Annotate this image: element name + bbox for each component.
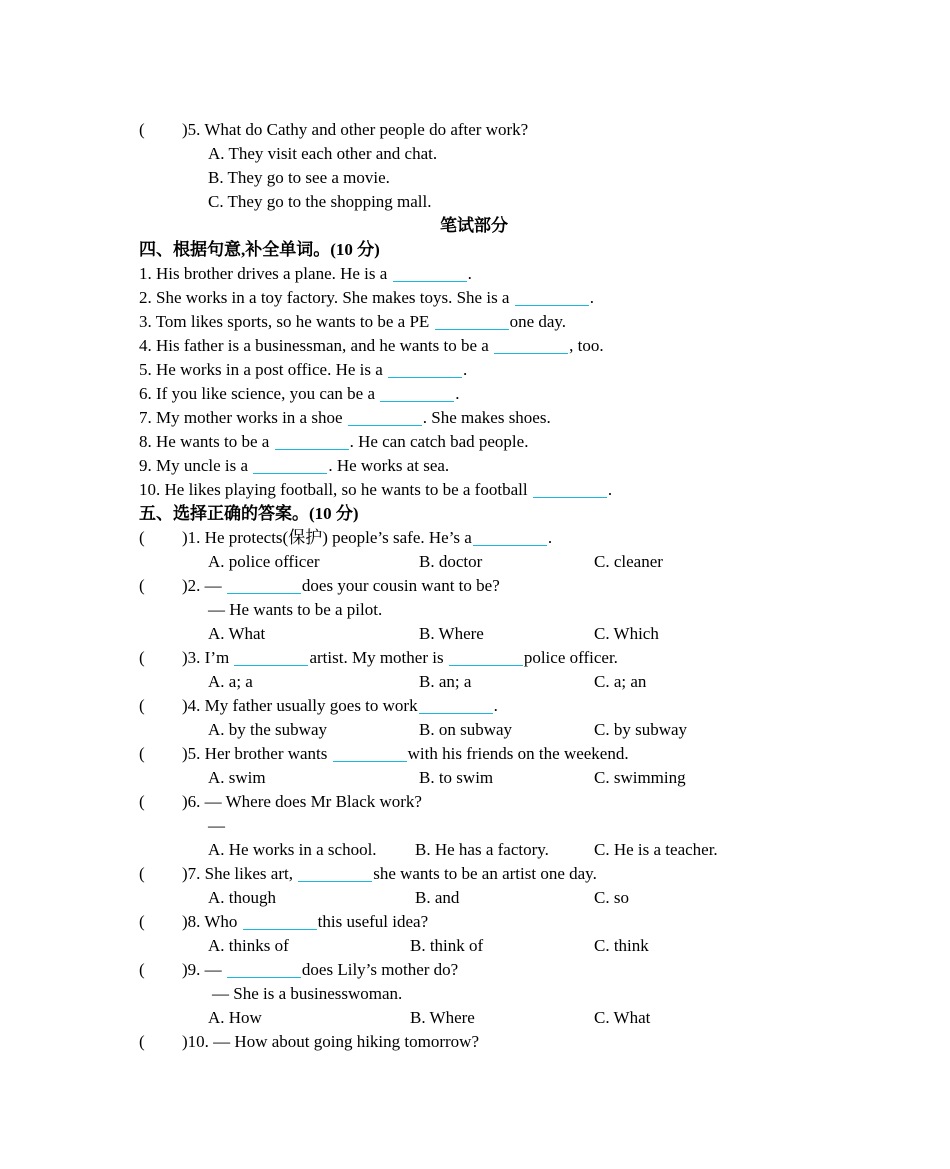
answer-blank[interactable] (449, 648, 523, 666)
answer-blank[interactable] (533, 480, 607, 498)
question-text: )8. Who (182, 912, 242, 931)
worksheet-page (139, 118, 839, 1054)
options-row (139, 550, 839, 574)
answer-blank[interactable] (227, 576, 301, 594)
item-text: 4. His father is a businessman, and he wants to be a (139, 336, 494, 355)
question-line (139, 694, 839, 718)
answer-blank[interactable] (234, 648, 308, 666)
fill-item (139, 310, 839, 334)
option-c: C. swimming (594, 768, 686, 787)
options-row (139, 766, 839, 790)
answer-blank[interactable] (435, 312, 509, 330)
answer-blank[interactable] (253, 456, 327, 474)
answer-paren[interactable]: ( (139, 1032, 145, 1051)
answer-blank[interactable] (515, 288, 589, 306)
answer-paren[interactable]: ( (139, 912, 145, 931)
question-text: )6. — Where does Mr Black work? (182, 792, 422, 811)
item-text-after: , too. (569, 336, 604, 355)
option-c: C. They go to the shopping mall. (208, 192, 432, 211)
question-text-after: police officer. (523, 648, 618, 667)
answer-blank[interactable] (227, 960, 301, 978)
question-line (139, 646, 839, 670)
question-text: )1. He protects(保护) people’s safe. He’s a (182, 528, 472, 547)
question-text: )5. Her brother wants (182, 744, 332, 763)
option-a: A. police officer (208, 552, 320, 571)
question-line (139, 574, 839, 598)
answer-blank[interactable] (298, 864, 372, 882)
item-text-after: . She makes shoes. (422, 408, 551, 427)
answer-blank[interactable] (494, 336, 568, 354)
option-b: B. to swim (419, 768, 494, 787)
options-row (139, 718, 839, 742)
option-b: B. He has a factory. (415, 840, 549, 859)
question-text: )4. My father usually goes to work (182, 696, 418, 715)
fill-item (139, 286, 839, 310)
answer-blank[interactable] (419, 696, 493, 714)
options-row (139, 622, 839, 646)
fill-item (139, 262, 839, 286)
option-b: B. Where (419, 624, 484, 643)
options-row (139, 838, 839, 862)
answer-paren[interactable]: ( (139, 744, 145, 763)
answer-blank[interactable] (388, 360, 462, 378)
option-a: A. by the subway (208, 720, 327, 739)
question-line (139, 958, 839, 982)
question-text-after: . (547, 528, 553, 547)
answer-paren[interactable]: ( (139, 864, 145, 883)
answer-paren[interactable]: ( (139, 648, 145, 667)
item-text: 9. My uncle is a (139, 456, 253, 475)
question-line (139, 862, 839, 886)
item-text-after: . He can catch bad people. (349, 432, 529, 451)
option-c: C. think (594, 936, 649, 955)
options-row (139, 934, 839, 958)
item-text: 7. My mother works in a shoe (139, 408, 347, 427)
answer-paren[interactable]: ( (139, 960, 145, 979)
answer-paren[interactable]: ( (139, 528, 145, 547)
option-b: B. and (415, 888, 460, 907)
option-c: C. He is a teacher. (594, 840, 718, 859)
answer-paren[interactable]: ( (139, 696, 145, 715)
question-text-after: does your cousin want to be? (301, 576, 500, 595)
fill-item (139, 358, 839, 382)
question-text: )7. She likes art, (182, 864, 298, 883)
item-text: 6. If you like science, you can be a (139, 384, 380, 403)
option-c: C. a; an (594, 672, 647, 691)
answer-paren[interactable]: ( (139, 576, 145, 595)
item-text: 3. Tom likes sports, so he wants to be a PE (139, 312, 434, 331)
item-text: 2. She works in a toy factory. She makes toys. She is a (139, 288, 514, 307)
option-b: B. They go to see a movie. (208, 168, 390, 187)
option-a: A. though (208, 888, 276, 907)
answer-paren[interactable]: ( (139, 792, 145, 811)
reply-line: — (208, 816, 225, 835)
answer-blank[interactable] (473, 528, 547, 546)
fill-item (139, 454, 839, 478)
answer-blank[interactable] (243, 912, 317, 930)
item-text-after: . (589, 288, 594, 307)
question-text-after: with his friends on the weekend. (407, 744, 629, 763)
option-a: A. thinks of (208, 936, 289, 955)
item-text-after: . He works at sea. (328, 456, 450, 475)
item-text-after: one day. (509, 312, 567, 331)
item-text-after: . (607, 480, 613, 499)
question-line (139, 118, 839, 142)
options-row (139, 670, 839, 694)
option-a: A. a; a (208, 672, 253, 691)
option-b: B. on subway (419, 720, 513, 739)
item-text: 10. He likes playing football, so he wants to be a football (139, 480, 532, 499)
item-text-after: . (455, 384, 460, 403)
fill-item (139, 478, 839, 502)
reply-line: — She is a businesswoman. (212, 984, 403, 1003)
answer-blank[interactable] (393, 264, 467, 282)
option-a: A. What (208, 624, 266, 643)
item-text: 5. He works in a post office. He is a (139, 360, 388, 379)
question-text-after: this useful idea? (317, 912, 429, 931)
answer-paren[interactable]: ( (139, 120, 145, 139)
reply-line: — He wants to be a pilot. (208, 600, 383, 619)
fill-item (139, 406, 839, 430)
option-c: C. by subway (594, 720, 688, 739)
question-line (139, 790, 839, 814)
option-b: B. an; a (419, 672, 472, 691)
question-text: )5. What do Cathy and other people do after work? (182, 120, 529, 139)
item-text: 1. His brother drives a plane. He is a (139, 264, 392, 283)
question-line (139, 742, 839, 766)
item-text-after: . (467, 264, 472, 283)
question-text: )2. — (182, 576, 226, 595)
fill-item (139, 382, 839, 406)
options-row (139, 1006, 839, 1030)
option-b: B. doctor (419, 552, 483, 571)
options-row (139, 886, 839, 910)
answer-blank[interactable] (333, 744, 407, 762)
option-a: A. They visit each other and chat. (208, 144, 438, 163)
option-c: C. cleaner (594, 552, 663, 571)
item-text-after: . (463, 360, 468, 379)
question-text-after: . (493, 696, 498, 715)
question-text-after: does Lily’s mother do? (301, 960, 459, 979)
question-text-middle: artist. My mother is (309, 648, 448, 667)
item-text: 8. He wants to be a (139, 432, 274, 451)
answer-blank[interactable] (275, 432, 349, 450)
option-b: B. Where (410, 1008, 475, 1027)
part4-heading: 四、根据句意,补全单词。(10 分) (139, 240, 380, 259)
fill-item (139, 334, 839, 358)
option-a: A. He works in a school. (208, 840, 377, 859)
section-title: 笔试部分 (440, 216, 508, 235)
question-text: )10. — How about going hiking tomorrow? (182, 1032, 479, 1051)
answer-blank[interactable] (380, 384, 454, 402)
fill-item (139, 430, 839, 454)
answer-blank[interactable] (348, 408, 422, 426)
question-text: )9. — (182, 960, 226, 979)
question-line (139, 910, 839, 934)
option-c: C. What (594, 1008, 651, 1027)
option-a: A. swim (208, 768, 266, 787)
option-c: C. so (594, 888, 629, 907)
option-b: B. think of (410, 936, 484, 955)
question-line (139, 1030, 839, 1054)
option-a: A. How (208, 1008, 262, 1027)
question-line (139, 526, 839, 550)
option-c: C. Which (594, 624, 659, 643)
part5-heading: 五、选择正确的答案。(10 分) (139, 504, 359, 523)
question-text-after: she wants to be an artist one day. (373, 864, 597, 883)
question-text: )3. I’m (182, 648, 234, 667)
